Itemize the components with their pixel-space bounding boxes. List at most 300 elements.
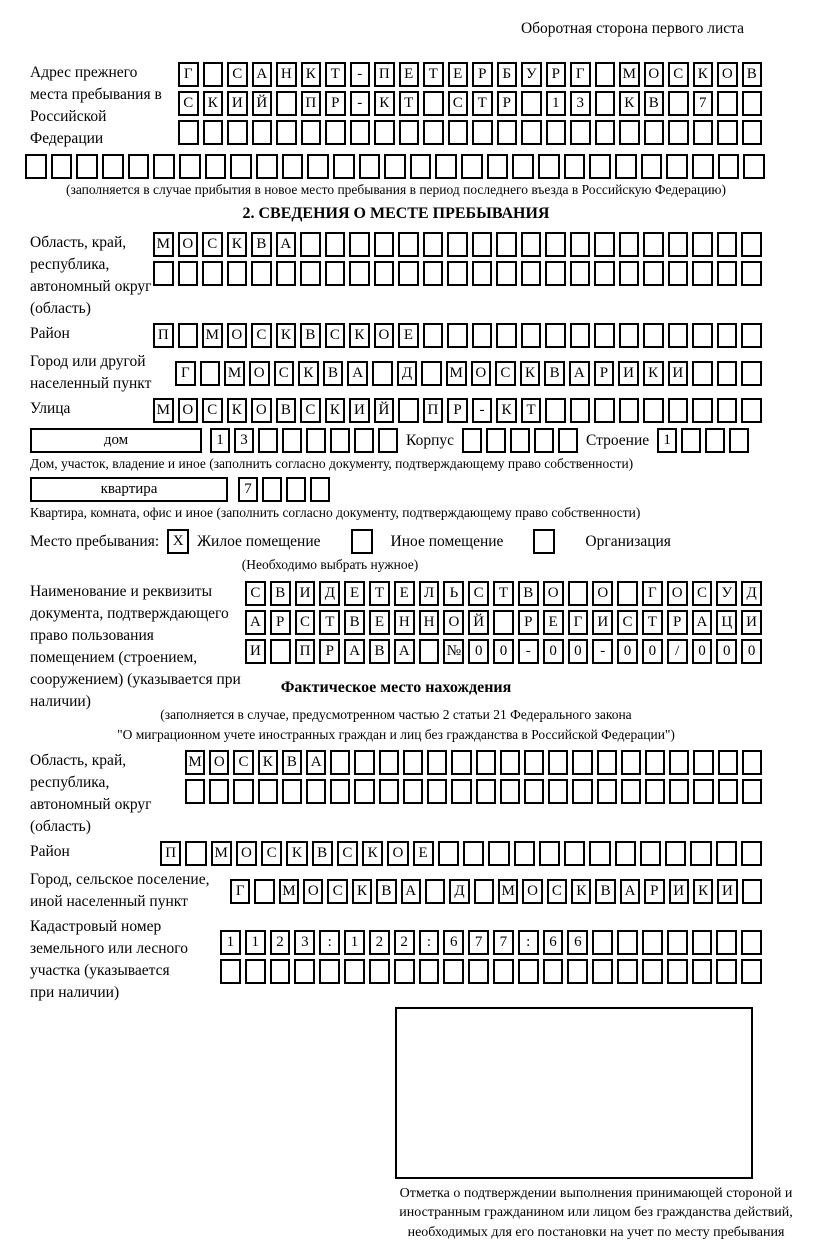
char-cell[interactable]: [258, 779, 278, 804]
char-cell[interactable]: [463, 841, 484, 866]
char-cell[interactable]: 0: [568, 639, 589, 664]
char-cell[interactable]: 0: [543, 639, 564, 664]
char-cell[interactable]: А: [347, 361, 368, 386]
char-cell[interactable]: [262, 477, 282, 502]
char-cell[interactable]: О: [592, 581, 613, 606]
char-cell[interactable]: [589, 841, 610, 866]
checkbox-organizatsiya[interactable]: [533, 529, 555, 554]
char-cell[interactable]: Н: [276, 62, 297, 87]
char-cell[interactable]: [319, 959, 340, 984]
char-cell[interactable]: Д: [741, 581, 762, 606]
char-cell[interactable]: К: [619, 91, 640, 116]
char-cell[interactable]: [282, 154, 304, 179]
char-cell[interactable]: В: [344, 610, 365, 635]
char-cell[interactable]: [398, 232, 419, 257]
char-cell[interactable]: Й: [468, 610, 489, 635]
char-cell[interactable]: А: [276, 232, 297, 257]
char-cell[interactable]: [619, 323, 640, 348]
char-cell[interactable]: [595, 62, 616, 87]
char-cell[interactable]: [705, 428, 725, 453]
char-cell[interactable]: [539, 841, 560, 866]
char-cell[interactable]: Г: [175, 361, 196, 386]
char-cell[interactable]: [594, 323, 615, 348]
char-cell[interactable]: 1: [210, 428, 230, 453]
char-cell[interactable]: [282, 779, 302, 804]
char-cell[interactable]: К: [643, 361, 664, 386]
char-cell[interactable]: [276, 91, 297, 116]
char-cell[interactable]: [717, 232, 738, 257]
char-cell[interactable]: [741, 959, 762, 984]
char-cell[interactable]: [325, 232, 346, 257]
char-cell[interactable]: [666, 154, 688, 179]
char-cell[interactable]: П: [423, 398, 444, 423]
char-cell[interactable]: И: [668, 361, 689, 386]
char-cell[interactable]: А: [569, 361, 590, 386]
char-cell[interactable]: [307, 154, 329, 179]
char-cell[interactable]: [497, 120, 518, 145]
char-cell[interactable]: [615, 154, 637, 179]
char-cell[interactable]: [410, 154, 432, 179]
char-cell[interactable]: В: [276, 398, 297, 423]
char-cell[interactable]: С: [668, 62, 689, 87]
char-cell[interactable]: Т: [642, 610, 663, 635]
char-cell[interactable]: [423, 120, 444, 145]
char-cell[interactable]: [476, 750, 496, 775]
char-cell[interactable]: [178, 261, 199, 286]
char-cell[interactable]: [185, 779, 205, 804]
char-cell[interactable]: [344, 959, 365, 984]
char-cell[interactable]: [692, 398, 713, 423]
char-cell[interactable]: [619, 261, 640, 286]
char-cell[interactable]: [448, 120, 469, 145]
char-cell[interactable]: [742, 120, 763, 145]
char-cell[interactable]: [643, 261, 664, 286]
checkbox-inoe[interactable]: [351, 529, 373, 554]
char-cell[interactable]: [179, 154, 201, 179]
char-cell[interactable]: Т: [319, 610, 340, 635]
char-cell[interactable]: [667, 930, 688, 955]
char-cell[interactable]: [399, 120, 420, 145]
char-cell[interactable]: [379, 779, 399, 804]
char-cell[interactable]: А: [252, 62, 273, 87]
char-cell[interactable]: 1: [546, 91, 567, 116]
char-cell[interactable]: В: [544, 361, 565, 386]
char-cell[interactable]: [403, 750, 423, 775]
char-cell[interactable]: 0: [716, 639, 737, 664]
char-cell[interactable]: О: [178, 232, 199, 257]
char-cell[interactable]: [423, 261, 444, 286]
char-cell[interactable]: [621, 750, 641, 775]
char-cell[interactable]: [423, 91, 444, 116]
char-cell[interactable]: С: [448, 91, 469, 116]
char-cell[interactable]: И: [669, 879, 689, 904]
char-cell[interactable]: К: [325, 398, 346, 423]
char-cell[interactable]: [374, 232, 395, 257]
char-cell[interactable]: [230, 154, 252, 179]
char-cell[interactable]: [521, 91, 542, 116]
char-cell[interactable]: М: [185, 750, 205, 775]
char-cell[interactable]: [301, 120, 322, 145]
char-cell[interactable]: [487, 154, 509, 179]
char-cell[interactable]: Е: [413, 841, 434, 866]
char-cell[interactable]: К: [301, 62, 322, 87]
char-cell[interactable]: М: [153, 232, 174, 257]
char-cell[interactable]: [468, 959, 489, 984]
char-cell[interactable]: [521, 120, 542, 145]
kvartira-field-box[interactable]: квартира: [30, 477, 228, 502]
char-cell[interactable]: [306, 428, 326, 453]
char-cell[interactable]: [619, 232, 640, 257]
char-cell[interactable]: Е: [448, 62, 469, 87]
char-cell[interactable]: [330, 428, 350, 453]
char-cell[interactable]: И: [349, 398, 370, 423]
char-cell[interactable]: В: [323, 361, 344, 386]
char-cell[interactable]: Р: [447, 398, 468, 423]
char-cell[interactable]: 1: [657, 428, 677, 453]
char-cell[interactable]: [521, 232, 542, 257]
char-cell[interactable]: О: [667, 581, 688, 606]
char-cell[interactable]: [718, 779, 738, 804]
char-cell[interactable]: К: [349, 323, 370, 348]
char-cell[interactable]: Р: [594, 361, 615, 386]
char-cell[interactable]: [643, 398, 664, 423]
char-cell[interactable]: Р: [497, 91, 518, 116]
char-cell[interactable]: [286, 477, 306, 502]
char-cell[interactable]: [521, 261, 542, 286]
char-cell[interactable]: [276, 261, 297, 286]
char-cell[interactable]: [374, 120, 395, 145]
char-cell[interactable]: [300, 261, 321, 286]
char-cell[interactable]: -: [518, 639, 539, 664]
char-cell[interactable]: [594, 261, 615, 286]
char-cell[interactable]: Б: [497, 62, 518, 87]
char-cell[interactable]: Г: [230, 879, 250, 904]
char-cell[interactable]: [716, 930, 737, 955]
char-cell[interactable]: :: [419, 930, 440, 955]
char-cell[interactable]: :: [319, 930, 340, 955]
char-cell[interactable]: Р: [518, 610, 539, 635]
char-cell[interactable]: Е: [399, 62, 420, 87]
char-cell[interactable]: -: [350, 91, 371, 116]
char-cell[interactable]: [447, 261, 468, 286]
char-cell[interactable]: [643, 232, 664, 257]
dom-field-box[interactable]: дом: [30, 428, 202, 453]
char-cell[interactable]: [472, 323, 493, 348]
char-cell[interactable]: О: [303, 879, 323, 904]
char-cell[interactable]: К: [571, 879, 591, 904]
char-cell[interactable]: [178, 323, 199, 348]
char-cell[interactable]: К: [496, 398, 517, 423]
char-cell[interactable]: 7: [693, 91, 714, 116]
char-cell[interactable]: Р: [319, 639, 340, 664]
char-cell[interactable]: [330, 779, 350, 804]
char-cell[interactable]: С: [202, 398, 223, 423]
char-cell[interactable]: [572, 779, 592, 804]
char-cell[interactable]: [451, 750, 471, 775]
char-cell[interactable]: [233, 779, 253, 804]
char-cell[interactable]: [692, 154, 714, 179]
char-cell[interactable]: [692, 261, 713, 286]
char-cell[interactable]: С: [300, 398, 321, 423]
char-cell[interactable]: Г: [178, 62, 199, 87]
char-cell[interactable]: О: [522, 879, 542, 904]
char-cell[interactable]: [558, 428, 578, 453]
char-cell[interactable]: [717, 323, 738, 348]
char-cell[interactable]: С: [251, 323, 272, 348]
char-cell[interactable]: Е: [369, 610, 390, 635]
char-cell[interactable]: [496, 232, 517, 257]
char-cell[interactable]: [717, 361, 738, 386]
char-cell[interactable]: [690, 841, 711, 866]
char-cell[interactable]: [644, 120, 665, 145]
char-cell[interactable]: [378, 428, 398, 453]
char-cell[interactable]: [427, 779, 447, 804]
char-cell[interactable]: [642, 959, 663, 984]
char-cell[interactable]: Е: [543, 610, 564, 635]
char-cell[interactable]: Р: [270, 610, 291, 635]
char-cell[interactable]: 2: [394, 930, 415, 955]
char-cell[interactable]: [669, 779, 689, 804]
char-cell[interactable]: [589, 154, 611, 179]
char-cell[interactable]: В: [369, 639, 390, 664]
char-cell[interactable]: [493, 610, 514, 635]
char-cell[interactable]: К: [286, 841, 307, 866]
char-cell[interactable]: [423, 232, 444, 257]
char-cell[interactable]: [349, 232, 370, 257]
char-cell[interactable]: [692, 930, 713, 955]
char-cell[interactable]: [76, 154, 98, 179]
char-cell[interactable]: И: [618, 361, 639, 386]
char-cell[interactable]: А: [245, 610, 266, 635]
char-cell[interactable]: [693, 750, 713, 775]
char-cell[interactable]: В: [270, 581, 291, 606]
char-cell[interactable]: [435, 154, 457, 179]
char-cell[interactable]: [743, 154, 765, 179]
char-cell[interactable]: И: [592, 610, 613, 635]
char-cell[interactable]: О: [236, 841, 257, 866]
char-cell[interactable]: Д: [397, 361, 418, 386]
char-cell[interactable]: [500, 750, 520, 775]
char-cell[interactable]: С: [295, 610, 316, 635]
char-cell[interactable]: [645, 750, 665, 775]
char-cell[interactable]: С: [227, 62, 248, 87]
char-cell[interactable]: К: [203, 91, 224, 116]
char-cell[interactable]: [178, 120, 199, 145]
char-cell[interactable]: Е: [394, 581, 415, 606]
char-cell[interactable]: [185, 841, 206, 866]
char-cell[interactable]: [512, 154, 534, 179]
char-cell[interactable]: [474, 879, 494, 904]
char-cell[interactable]: [203, 62, 224, 87]
char-cell[interactable]: [294, 959, 315, 984]
char-cell[interactable]: [716, 959, 737, 984]
char-cell[interactable]: У: [716, 581, 737, 606]
char-cell[interactable]: 0: [692, 639, 713, 664]
char-cell[interactable]: [421, 361, 442, 386]
char-cell[interactable]: [419, 639, 440, 664]
char-cell[interactable]: Р: [325, 91, 346, 116]
char-cell[interactable]: [693, 120, 714, 145]
char-cell[interactable]: [443, 959, 464, 984]
char-cell[interactable]: М: [279, 879, 299, 904]
char-cell[interactable]: [640, 841, 661, 866]
char-cell[interactable]: [496, 323, 517, 348]
char-cell[interactable]: Т: [472, 91, 493, 116]
char-cell[interactable]: [438, 841, 459, 866]
char-cell[interactable]: [369, 959, 390, 984]
char-cell[interactable]: Р: [472, 62, 493, 87]
char-cell[interactable]: [398, 261, 419, 286]
char-cell[interactable]: О: [374, 323, 395, 348]
char-cell[interactable]: [717, 120, 738, 145]
char-cell[interactable]: [597, 779, 617, 804]
char-cell[interactable]: Р: [667, 610, 688, 635]
char-cell[interactable]: А: [344, 639, 365, 664]
char-cell[interactable]: В: [376, 879, 396, 904]
char-cell[interactable]: [545, 261, 566, 286]
char-cell[interactable]: [245, 959, 266, 984]
char-cell[interactable]: М: [153, 398, 174, 423]
char-cell[interactable]: [716, 841, 737, 866]
char-cell[interactable]: [128, 154, 150, 179]
char-cell[interactable]: :: [518, 930, 539, 955]
char-cell[interactable]: [692, 232, 713, 257]
char-cell[interactable]: [668, 323, 689, 348]
char-cell[interactable]: 0: [741, 639, 762, 664]
char-cell[interactable]: К: [693, 879, 713, 904]
char-cell[interactable]: [548, 750, 568, 775]
char-cell[interactable]: Ь: [443, 581, 464, 606]
char-cell[interactable]: О: [227, 323, 248, 348]
char-cell[interactable]: [372, 361, 393, 386]
char-cell[interactable]: [741, 398, 762, 423]
char-cell[interactable]: [741, 232, 762, 257]
char-cell[interactable]: [521, 323, 542, 348]
char-cell[interactable]: С: [692, 581, 713, 606]
char-cell[interactable]: [545, 323, 566, 348]
char-cell[interactable]: [394, 959, 415, 984]
char-cell[interactable]: 0: [493, 639, 514, 664]
char-cell[interactable]: О: [443, 610, 464, 635]
char-cell[interactable]: 0: [642, 639, 663, 664]
char-cell[interactable]: А: [692, 610, 713, 635]
char-cell[interactable]: [462, 428, 482, 453]
char-cell[interactable]: [568, 581, 589, 606]
char-cell[interactable]: [493, 959, 514, 984]
char-cell[interactable]: [645, 779, 665, 804]
char-cell[interactable]: О: [178, 398, 199, 423]
char-cell[interactable]: [643, 323, 664, 348]
char-cell[interactable]: [668, 232, 689, 257]
char-cell[interactable]: [488, 841, 509, 866]
char-cell[interactable]: [330, 750, 350, 775]
char-cell[interactable]: Й: [252, 91, 273, 116]
char-cell[interactable]: [741, 323, 762, 348]
char-cell[interactable]: [717, 261, 738, 286]
char-cell[interactable]: [692, 361, 713, 386]
char-cell[interactable]: [425, 879, 445, 904]
char-cell[interactable]: О: [717, 62, 738, 87]
char-cell[interactable]: У: [521, 62, 542, 87]
char-cell[interactable]: [642, 930, 663, 955]
char-cell[interactable]: [717, 91, 738, 116]
char-cell[interactable]: [379, 750, 399, 775]
char-cell[interactable]: Т: [325, 62, 346, 87]
char-cell[interactable]: [310, 477, 330, 502]
char-cell[interactable]: П: [160, 841, 181, 866]
char-cell[interactable]: В: [595, 879, 615, 904]
char-cell[interactable]: Д: [449, 879, 469, 904]
char-cell[interactable]: К: [276, 323, 297, 348]
char-cell[interactable]: [534, 428, 554, 453]
char-cell[interactable]: [692, 323, 713, 348]
char-cell[interactable]: [545, 232, 566, 257]
char-cell[interactable]: [472, 261, 493, 286]
char-cell[interactable]: К: [227, 398, 248, 423]
char-cell[interactable]: 7: [493, 930, 514, 955]
char-cell[interactable]: Н: [419, 610, 440, 635]
char-cell[interactable]: [472, 232, 493, 257]
char-cell[interactable]: С: [202, 232, 223, 257]
char-cell[interactable]: [617, 930, 638, 955]
char-cell[interactable]: [641, 154, 663, 179]
char-cell[interactable]: [669, 750, 689, 775]
char-cell[interactable]: 2: [270, 930, 291, 955]
char-cell[interactable]: [510, 428, 530, 453]
char-cell[interactable]: [665, 841, 686, 866]
char-cell[interactable]: [451, 779, 471, 804]
char-cell[interactable]: [205, 154, 227, 179]
char-cell[interactable]: [220, 959, 241, 984]
char-cell[interactable]: [619, 398, 640, 423]
char-cell[interactable]: [742, 750, 762, 775]
char-cell[interactable]: [374, 261, 395, 286]
char-cell[interactable]: [476, 779, 496, 804]
char-cell[interactable]: [398, 398, 419, 423]
char-cell[interactable]: [545, 398, 566, 423]
char-cell[interactable]: [595, 120, 616, 145]
char-cell[interactable]: А: [620, 879, 640, 904]
char-cell[interactable]: О: [249, 361, 270, 386]
char-cell[interactable]: С: [233, 750, 253, 775]
char-cell[interactable]: [570, 120, 591, 145]
char-cell[interactable]: С: [617, 610, 638, 635]
char-cell[interactable]: 3: [294, 930, 315, 955]
char-cell[interactable]: Д: [319, 581, 340, 606]
char-cell[interactable]: Р: [644, 879, 664, 904]
char-cell[interactable]: П: [374, 62, 395, 87]
char-cell[interactable]: [423, 323, 444, 348]
char-cell[interactable]: С: [325, 323, 346, 348]
char-cell[interactable]: Л: [419, 581, 440, 606]
char-cell[interactable]: А: [306, 750, 326, 775]
char-cell[interactable]: [300, 232, 321, 257]
char-cell[interactable]: [276, 120, 297, 145]
char-cell[interactable]: П: [153, 323, 174, 348]
char-cell[interactable]: №: [443, 639, 464, 664]
char-cell[interactable]: [270, 639, 291, 664]
char-cell[interactable]: К: [352, 879, 372, 904]
char-cell[interactable]: В: [312, 841, 333, 866]
char-cell[interactable]: [354, 750, 374, 775]
char-cell[interactable]: А: [401, 879, 421, 904]
char-cell[interactable]: [597, 750, 617, 775]
char-cell[interactable]: [717, 398, 738, 423]
char-cell[interactable]: 1: [220, 930, 241, 955]
char-cell[interactable]: [718, 154, 740, 179]
char-cell[interactable]: 3: [234, 428, 254, 453]
char-cell[interactable]: П: [295, 639, 316, 664]
